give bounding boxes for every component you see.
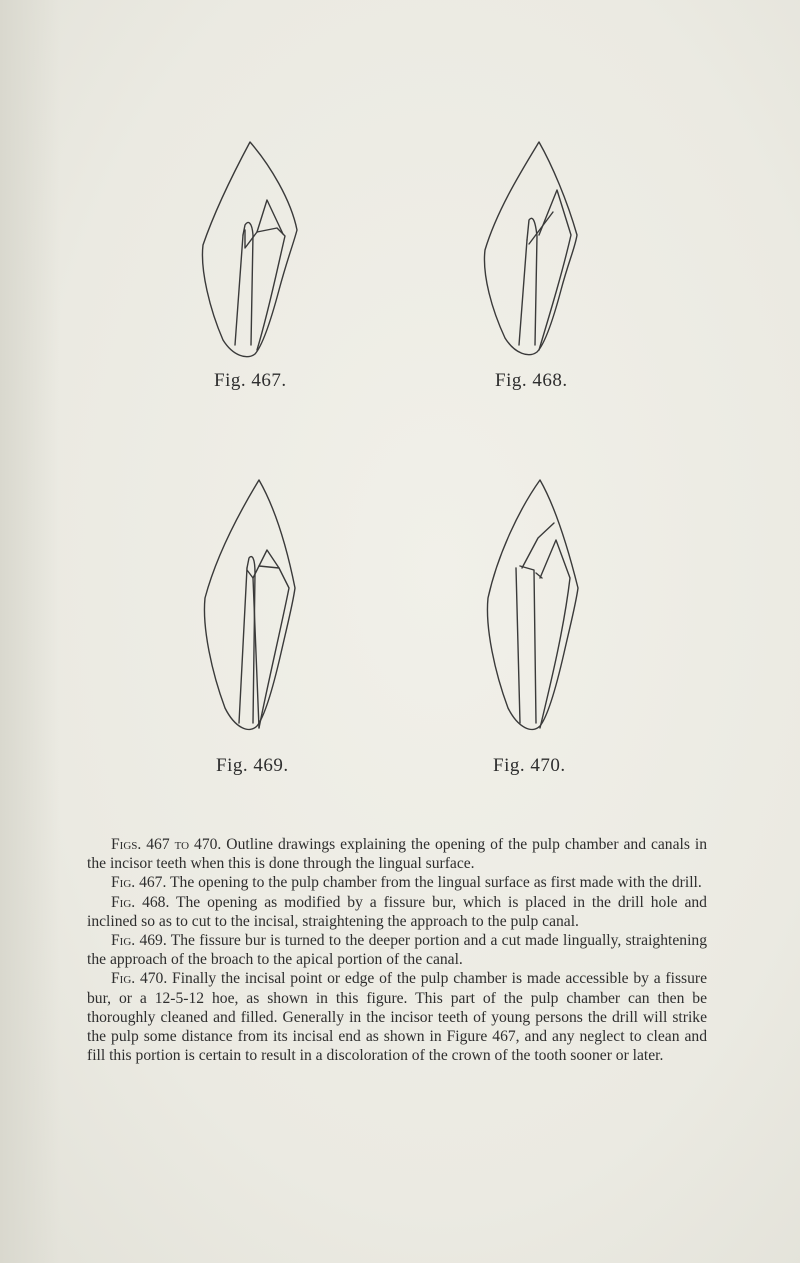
- figure-470: [480, 478, 590, 748]
- caption-fig-470-text: Finally the incisal point or edge of the pulp chamber is made accessible by a fissure bur, or a 12-5-12 hoe, as shown in this figure. This part of the pulp chamber can then be thoroughly cleaned and filled. Generally in the incisor teeth of young persons the drill will strike the pulp some distance from its incisal end as shown in Figure 467, and any neglect to clean and fill this portion is certain to result in a discoloration of the crown of the tooth sooner or later.: [87, 970, 707, 1065]
- caption-fig-469-text: The fissure bur is turned to the deeper portion and a cut made lingually, straightening the approach of the broach to the apical portion of the canal.: [87, 932, 707, 969]
- figure-469: [197, 478, 307, 748]
- caption-fig-469-paragraph: [87, 931, 707, 969]
- tooth-outline-drawing-467: [195, 140, 305, 365]
- caption-fig-470-lead: Fig. 470.: [111, 970, 168, 988]
- tooth-outline-drawing-470: [480, 478, 590, 748]
- caption-fig-467-text: The opening to the pulp chamber from the lingual surface as first made with the drill.: [166, 874, 702, 892]
- tooth-outline-drawing-469: [197, 478, 307, 748]
- caption-intro-lead: Figs. 467 to 470.: [111, 836, 222, 853]
- caption-intro-text: Outline drawings explaining the opening of the pulp chamber and canals in the incisor teeth when this is done through the lingual surface.: [87, 836, 708, 873]
- caption-fig-468-lead: Fig. 468.: [111, 893, 170, 911]
- tooth-outline-drawing-468: [477, 140, 587, 365]
- figure-caption: [87, 835, 707, 1065]
- figure-468: [477, 140, 587, 365]
- caption-intro-paragraph: [87, 835, 707, 873]
- caption-fig-469-lead: Fig. 469.: [111, 932, 167, 950]
- caption-fig-468-paragraph: [87, 893, 707, 931]
- caption-fig-467-paragraph: [87, 873, 707, 892]
- figure-467: [195, 140, 305, 365]
- caption-fig-470-paragraph: [87, 969, 707, 1065]
- figure-470-label: Fig. 470.: [493, 755, 566, 776]
- caption-fig-467-lead: Fig. 467.: [111, 874, 167, 892]
- figure-468-label: Fig. 468.: [495, 370, 568, 391]
- caption-fig-468-text: The opening as modified by a fissure bur, which is placed in the drill hole and inclined so as to cut to the incisal, straightening the approach to the pulp canal.: [87, 893, 707, 930]
- figure-467-label: Fig. 467.: [214, 370, 287, 391]
- figure-469-label: Fig. 469.: [216, 755, 289, 776]
- page-edge-shading: [0, 0, 60, 1263]
